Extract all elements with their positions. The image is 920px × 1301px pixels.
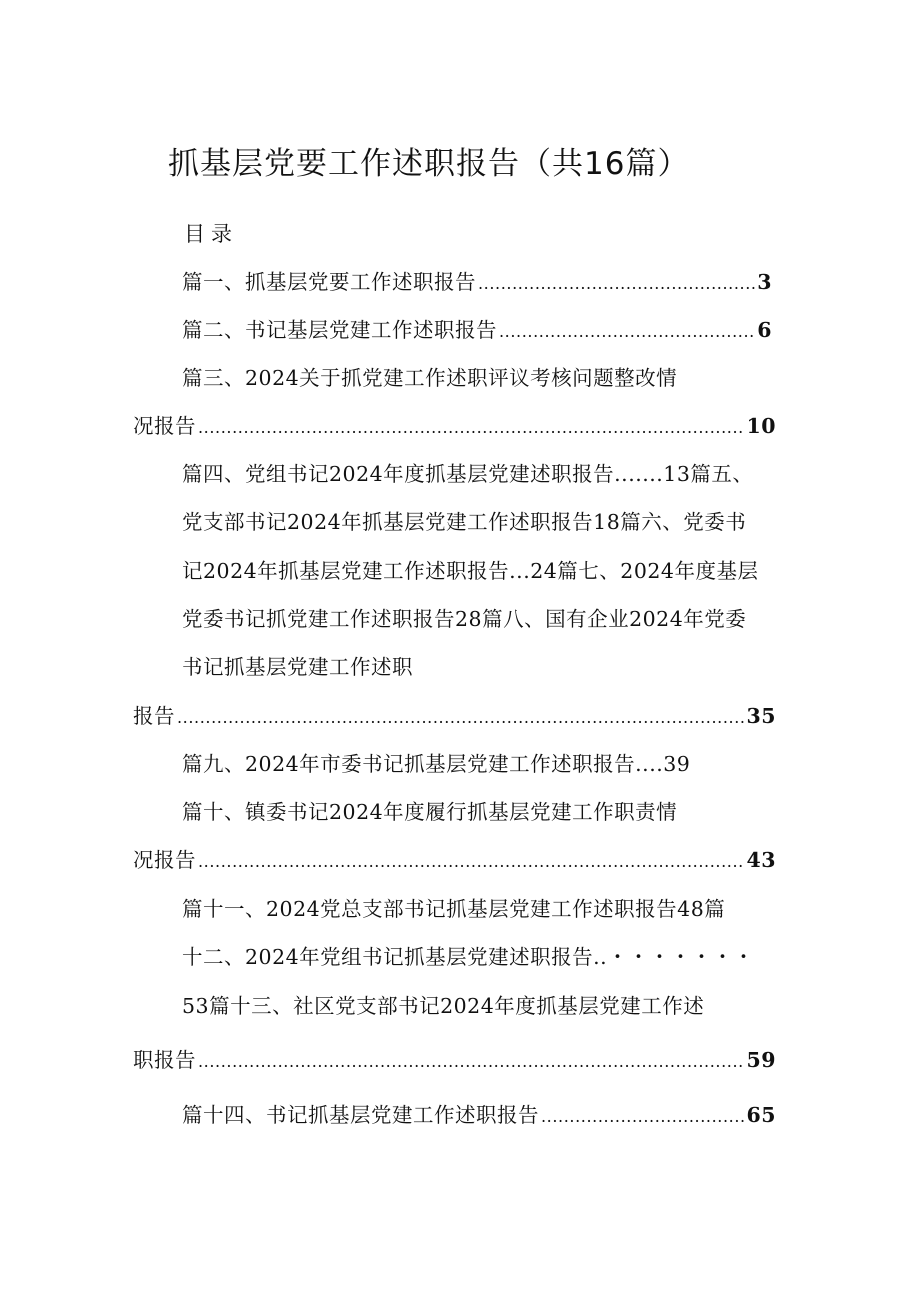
toc-text-line[interactable]: 书记抓基层党建工作述职	[182, 655, 413, 679]
document-title: 抓基层党要工作述职报告（共16篇）	[168, 146, 690, 182]
toc-leader	[541, 1103, 744, 1131]
toc-entry-text: 篇二、书记基层党建工作述职报告	[182, 318, 497, 342]
toc-heading: 目录	[184, 222, 238, 246]
toc-leader	[198, 414, 744, 442]
toc-page-number: 35	[746, 704, 776, 728]
toc-text-line[interactable]: 党支部书记2024年抓基层党建工作述职报告18篇六、党委书	[182, 510, 747, 534]
toc-page-number: 59	[746, 1048, 776, 1072]
toc-entry-text: 职报告	[133, 1048, 196, 1072]
toc-leader	[198, 848, 744, 876]
toc-page-number: 6	[757, 318, 772, 342]
toc-entry-10-line1[interactable]: 篇十、镇委书记2024年度履行抓基层党建工作职责情	[182, 800, 678, 824]
toc-entry-text: 篇一、抓基层党要工作述职报告	[182, 270, 476, 294]
toc-entry-10-line2[interactable]	[133, 846, 776, 876]
toc-entry-1[interactable]	[182, 268, 772, 298]
toc-text-line[interactable]: 十二、2024年党组书记抓基层党建述职报告..・・・・・・・	[182, 945, 755, 969]
toc-entry-3-line1[interactable]: 篇三、2024关于抓党建工作述职评议考核问题整改情	[182, 366, 678, 390]
toc-leader	[198, 1048, 744, 1076]
toc-page-number: 10	[746, 414, 776, 438]
toc-entry-14[interactable]	[182, 1101, 776, 1131]
toc-entry-8-line2[interactable]	[133, 702, 776, 732]
toc-page-number: 65	[746, 1103, 776, 1127]
toc-leader	[499, 318, 755, 346]
toc-text-line[interactable]: 党委书记抓党建工作述职报告28篇八、国有企业2024年党委	[182, 607, 747, 631]
toc-entry-text: 篇十四、书记抓基层党建工作述职报告	[182, 1103, 539, 1127]
toc-text-line[interactable]: 53篇十三、社区党支部书记2024年度抓基层党建工作述	[182, 994, 705, 1018]
toc-entry-13-line2[interactable]	[133, 1046, 776, 1076]
toc-leader	[177, 704, 744, 732]
toc-entry-2[interactable]	[182, 316, 772, 346]
toc-page-number: 43	[746, 848, 776, 872]
toc-entry-text: 况报告	[133, 848, 196, 872]
toc-page-number: 3	[757, 270, 772, 294]
toc-text-line[interactable]: 篇四、党组书记2024年度抓基层党建述职报告.......13篇五、	[182, 462, 754, 486]
toc-text-line[interactable]: 篇十一、2024党总支部书记抓基层党建工作述职报告48篇	[182, 897, 726, 921]
toc-entry-3-line2[interactable]	[133, 412, 776, 442]
toc-entry-text: 报告	[133, 704, 175, 728]
toc-entry-9[interactable]: 篇九、2024年市委书记抓基层党建工作述职报告....39	[182, 752, 691, 776]
toc-entry-text: 况报告	[133, 414, 196, 438]
toc-leader	[478, 270, 755, 298]
toc-text-line[interactable]: 记2024年抓基层党建工作述职报告...24篇七、2024年度基层	[182, 559, 759, 583]
